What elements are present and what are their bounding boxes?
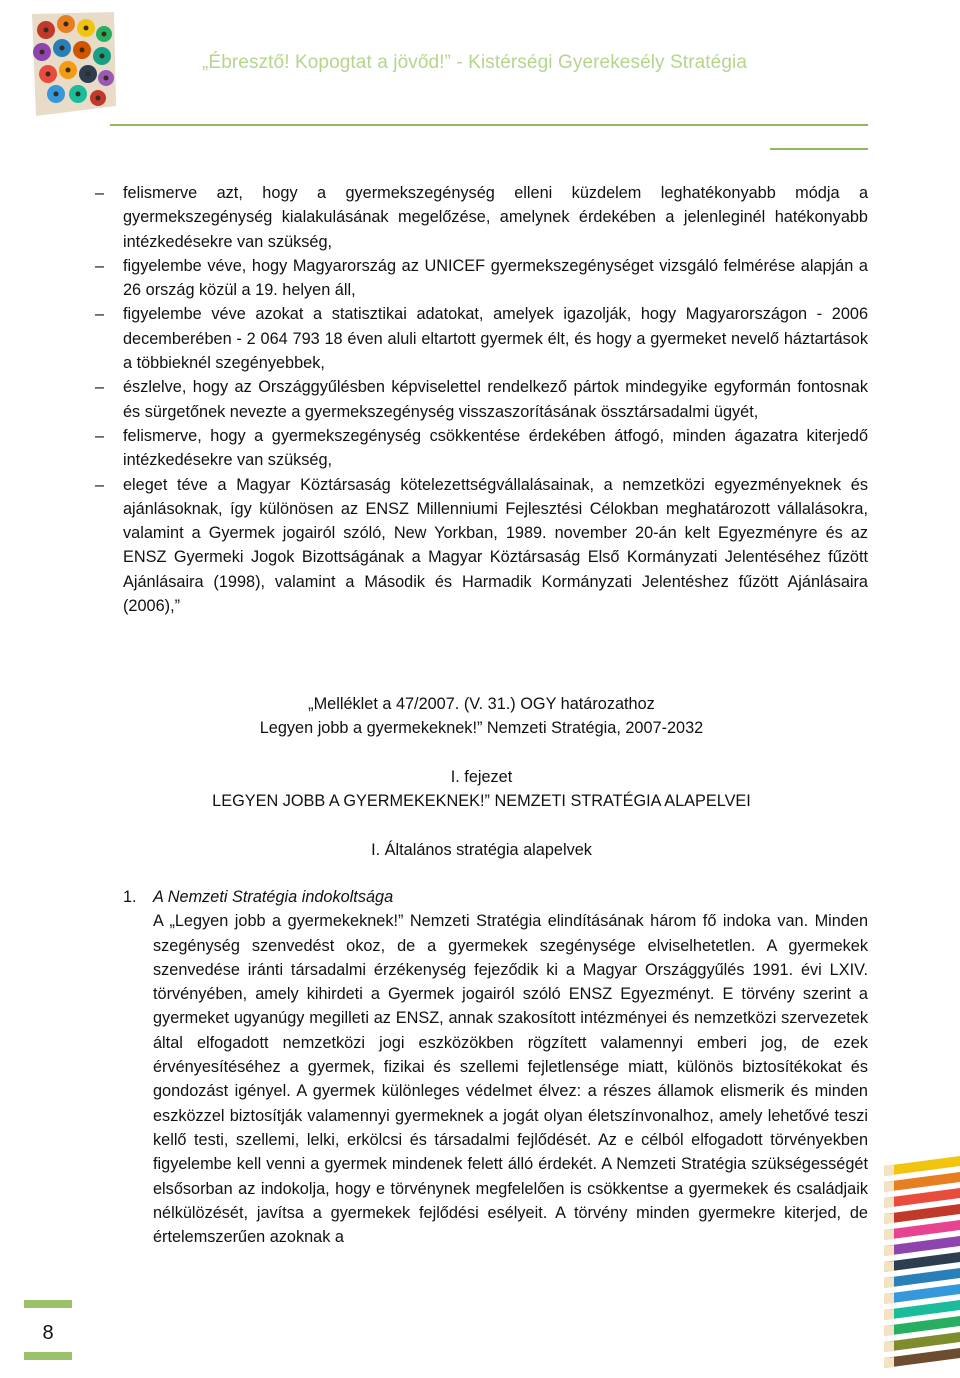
list-item [95,254,868,303]
pencils-logo [22,8,120,120]
subchapter-heading: I. Általános stratégia alapelvek [371,841,592,859]
page-number-box [24,1300,72,1364]
page-number-bar-bottom [24,1352,72,1360]
list-item-text: észlelve, hogy az Országgyűlésben képviselettel rendelkező pártok mindegyike egyformán fontosnak és sürgetőnek nevezte a gyermekszegénység visszaszorításának össztársadalmi ügyét, [123,378,868,421]
chapter-heading [95,765,868,814]
list-item [95,375,868,424]
dash-marker: – [95,378,105,397]
section-paragraph: A „Legyen jobb a gyermekeknek!” Nemzeti Stratégia elindításának három fő indoka van. Minden szegénység szenvedést okoz, de a gyermekek szegénysége elviselhetetlen. A gyermekek szenvedése iránti társadalmi érzékenység fejeződik ki a Magyar Országgyűlés 1991. évi LXIV. törvényében, amely kihirdeti a Gyermek jogairól szóló ENSZ Egyezményt. E törvény szerint a gyermeket ugyanúgy megilleti az ENSZ, annak szakosított intézményei és nemzetközi szervezetek által elfogadott nemzetközi jogi eszközökben rögzített valamennyi emberi jog, de ezek érvényesítéséhez a gyermek, fizikai és szellemi fejletlensége miatt, különös biztosítékokat és gondozást igényel. A gyermek különleges védelmet élvez: a részes államok elismerik és minden eszközzel biztosítják valamennyi gyermeknek a jogát olyan életszínvonalhoz, amely lehetővé teszi kellő testi, szellemi, lelki, erkölcsi és társadalmi fejlődését. Az e célból elfogadott törvényekben figyelembe kell venni a gyermek mindenek felett álló érdekét. A Nemzeti Stratégia szükségességét elsősorban az indokolja, hogy e törvénynek megfelelően is csökkentse a gyermekek és családjaik nélkülözését, javítsa a gyermekek fejlődési esélyeit. A törvény minden gyermekre kiterjed, de értelemszerűen azoknak a [153,912,868,1247]
annex-line-2: Legyen jobb a gyermekeknek!” Nemzeti Stratégia, 2007-2032 [259,719,704,738]
list-item-text: figyelembe véve, hogy Magyarország az UNICEF gyermekszegénységet vizsgáló felmérése alapján a 26 ország közül a 19. helyen áll, [123,256,868,300]
page-number-bar-top [24,1300,72,1308]
chapter-title: LEGYEN JOBB A GYERMEKEKNEK!” NEMZETI STRATÉGIA ALAPELVEI [212,792,751,811]
section-heading [123,885,868,909]
list-item-text: eleget téve a Magyar Köztársaság kötelezettségvállalásainak, a nemzetközi egyezményeknek és ajánlásoknak, így különösen az ENSZ Millenniumi Fejlesztési Célokban meghatározott vállalásokra, valamint a Gyermek jogairól szóló, New Yorkban, 1989. november 20-án kelt Egyezményre és az ENSZ Gyermeki Jogok Bizottságának a Magyar Köztársaság Első Kormányzati Jelentéséhez fűzött Ajánlásaira (1998), valamint a Második és Harmadik Kormányzati Jelentéshez fűzött Ajánlásaira (2006),” [123,475,868,616]
considerations-list [95,181,868,618]
dash-marker: – [95,305,105,324]
section-number: 1. [123,888,137,906]
list-item-text: felismerve azt, hogy a gyermekszegénység elleni küzdelem leghatékonyabb módja a gyermekszegénység kialakulásának megelőzése, amelynek érdekében a jelenleginél hatékonyabb intézkedésekre van szükség, [123,184,868,251]
annex-line-1: „Melléklet a 47/2007. (V. 31.) OGY határozathoz [308,695,655,713]
list-item-text: felismerve, hogy a gyermekszegénység csökkentése érdekében átfogó, minden ágazatra kiterjedő intézkedésekre van szükség, [123,426,868,470]
colored-pencils-decoration [884,1152,960,1373]
annex-heading [95,692,868,741]
list-item-text: figyelembe véve azokat a statisztikai adatokat, amelyek igazolják, hogy Magyarországon - 2006 decemberében - 2 064 793 18 éven aluli eltartott gyermek élt, és hogy a gyermeket nevelő háztartások a többieknél szegényebbek, [123,305,868,373]
dash-marker: – [95,256,105,275]
dash-marker: – [95,475,105,494]
dash-marker: – [95,426,105,445]
chapter-label: I. fejezet [450,768,513,786]
header-title: „Ébresztő! Kopogtat a jövőd!” - Kistérségi Gyerekesély Stratégia [202,52,747,73]
list-item [95,473,868,619]
header-divider [110,124,868,126]
list-item [95,181,868,254]
header-divider-short [770,148,868,150]
list-item [95,424,868,473]
list-item [95,302,868,375]
dash-marker: – [95,184,105,202]
section-1 [123,885,868,1249]
page-number: 8 [42,1322,54,1344]
section-title: A Nemzeti Stratégia indokoltsága [153,888,394,906]
